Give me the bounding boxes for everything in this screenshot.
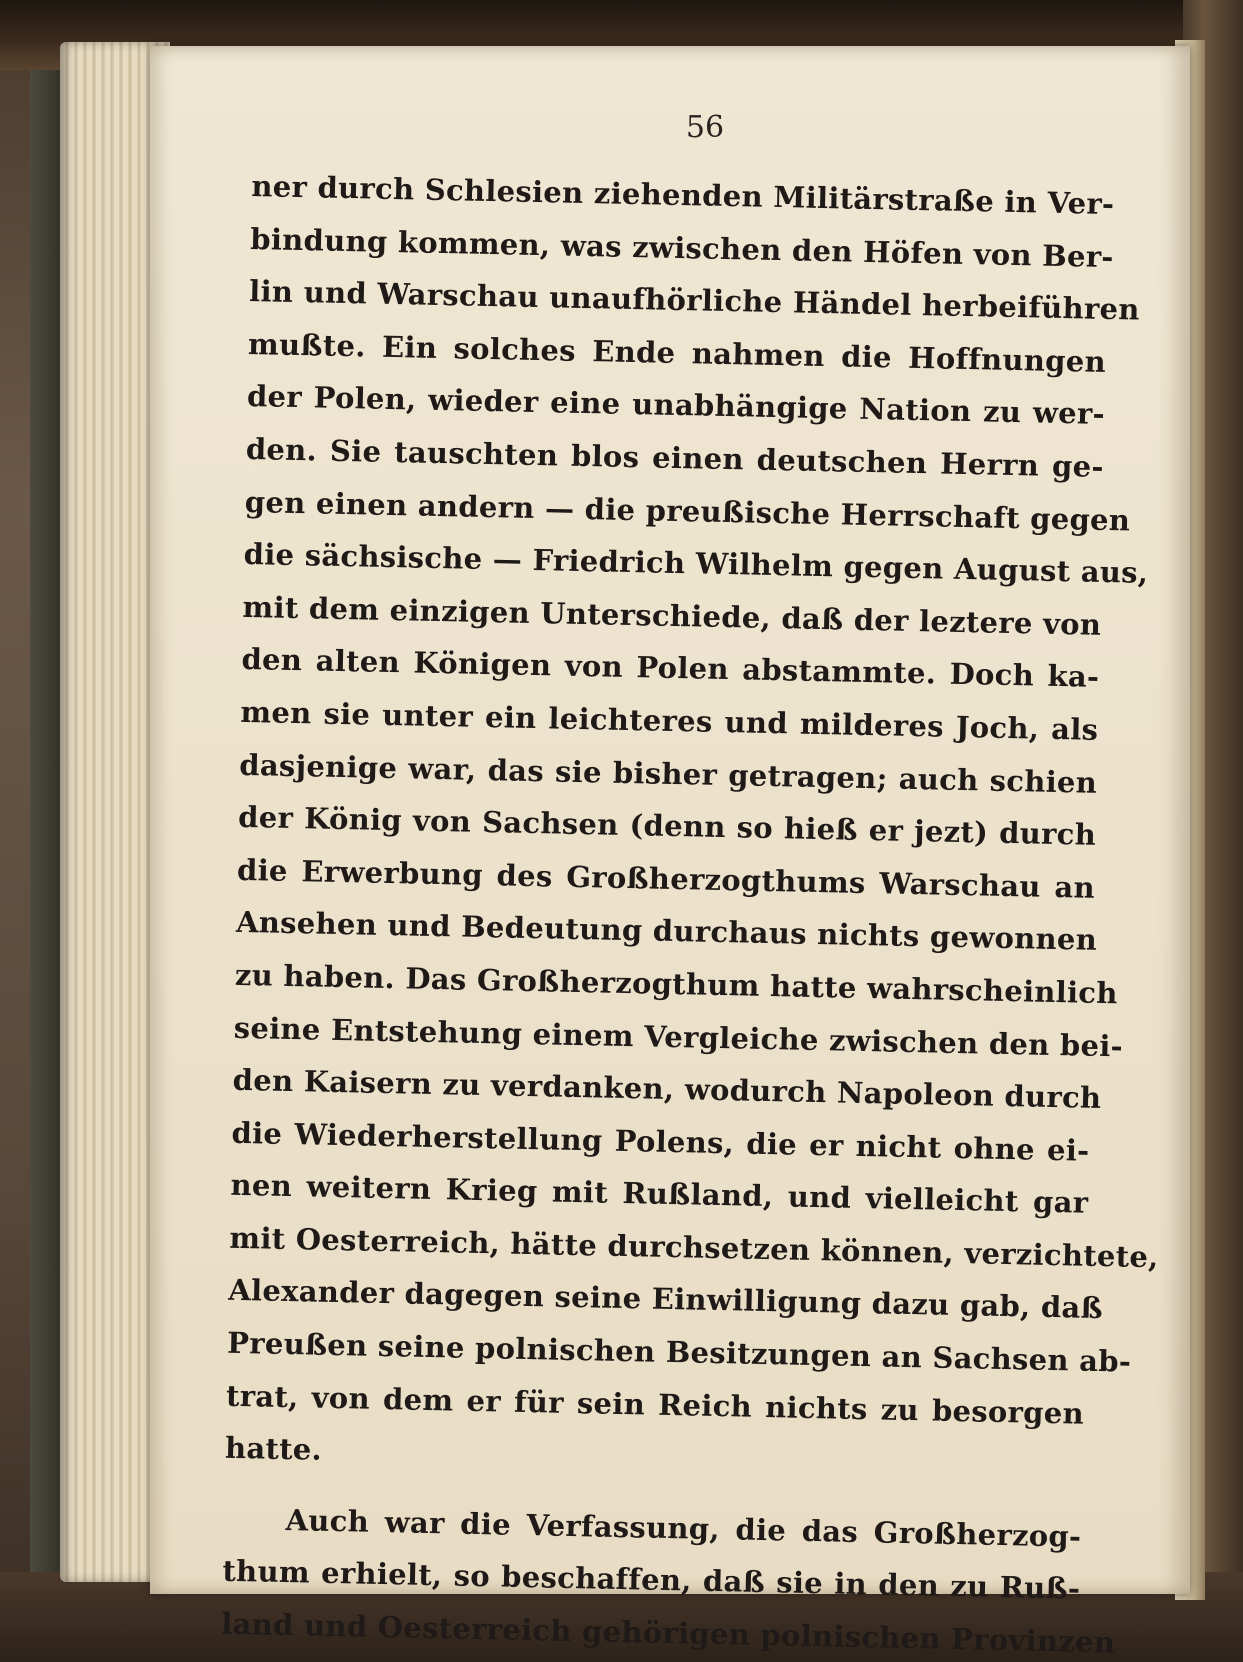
text-line: die Wiederherstellung Polens, die er nicht ohne ei- bbox=[231, 1115, 1090, 1168]
text-line: der Polen, wieder eine unabhängige Nation zu wer- bbox=[246, 379, 1106, 432]
text-line: die sächsische — Friedrich Wilhelm gegen August aus, bbox=[243, 537, 1149, 591]
text-line: den Kaisern zu verdanken, wodurch Napoleon durch bbox=[232, 1062, 1102, 1116]
text-line: gen einen andern — die preußische Herrschaft gegen bbox=[244, 484, 1131, 538]
text-line: der König von Sachsen (denn so hieß er jezt) durch bbox=[237, 799, 1097, 852]
text-line: Preußen seine polnischen Besitzungen an Sachsen ab- bbox=[226, 1325, 1132, 1379]
text-line: lin und Warschau unaufhörliche Händel herbeiführen bbox=[248, 274, 1141, 327]
page-number: 56 bbox=[685, 110, 725, 145]
text-line: Auch war die Verfassung, die das Großherzog- bbox=[285, 1502, 1082, 1554]
text-line: die Erwerbung des Großherzogthums Warschau an bbox=[236, 852, 1096, 905]
text-line: mit dem einzigen Unterschiede, daß der leztere von bbox=[242, 589, 1102, 642]
text-line: hatte. bbox=[224, 1430, 323, 1467]
text-line: land und Oesterreich gehörigen polnischen Provinzen bbox=[220, 1606, 1116, 1660]
book-cover-edge bbox=[0, 0, 30, 1662]
text-line: seine Entstehung einem Vergleiche zwischen den bei- bbox=[233, 1010, 1124, 1063]
text-line: Alexander dagegen seine Einwilligung dazu gab, daß bbox=[227, 1273, 1104, 1326]
text-line: dasjenige war, das sie bisher getragen; auch schien bbox=[238, 747, 1098, 800]
text-line: zu haben. Das Großherzogthum hatte wahrscheinlich bbox=[234, 957, 1119, 1011]
text-line: mußte. Ein solches Ende nahmen die Hoffnungen bbox=[247, 326, 1107, 379]
text-line: den alten Königen von Polen abstammte. Doch ka- bbox=[241, 642, 1100, 695]
text-line: thum erhielt, so beschaffen, daß sie in den zu Ruß- bbox=[222, 1554, 1081, 1607]
text-line: trat, von dem er für sein Reich nichts zu besorgen bbox=[225, 1378, 1085, 1431]
text-line: mit Oesterreich, hätte durchsetzen können, verzichtete, bbox=[229, 1220, 1159, 1275]
text-line: nen weitern Krieg mit Rußland, und vielleicht gar bbox=[230, 1168, 1089, 1221]
body-text bbox=[220, 160, 1159, 1662]
text-line: Ansehen und Bedeutung durchaus nichts gewonnen bbox=[235, 905, 1098, 958]
text-line: bindung kommen, was zwischen den Höfen von Ber- bbox=[249, 221, 1115, 274]
text-line: ner durch Schlesien ziehenden Militärstraße in Ver- bbox=[251, 168, 1115, 222]
text-line: den. Sie tauschten blos einen deutschen Herrn ge- bbox=[245, 431, 1105, 484]
text-line: men sie unter ein leichteres und milderes Joch, als bbox=[240, 694, 1099, 747]
